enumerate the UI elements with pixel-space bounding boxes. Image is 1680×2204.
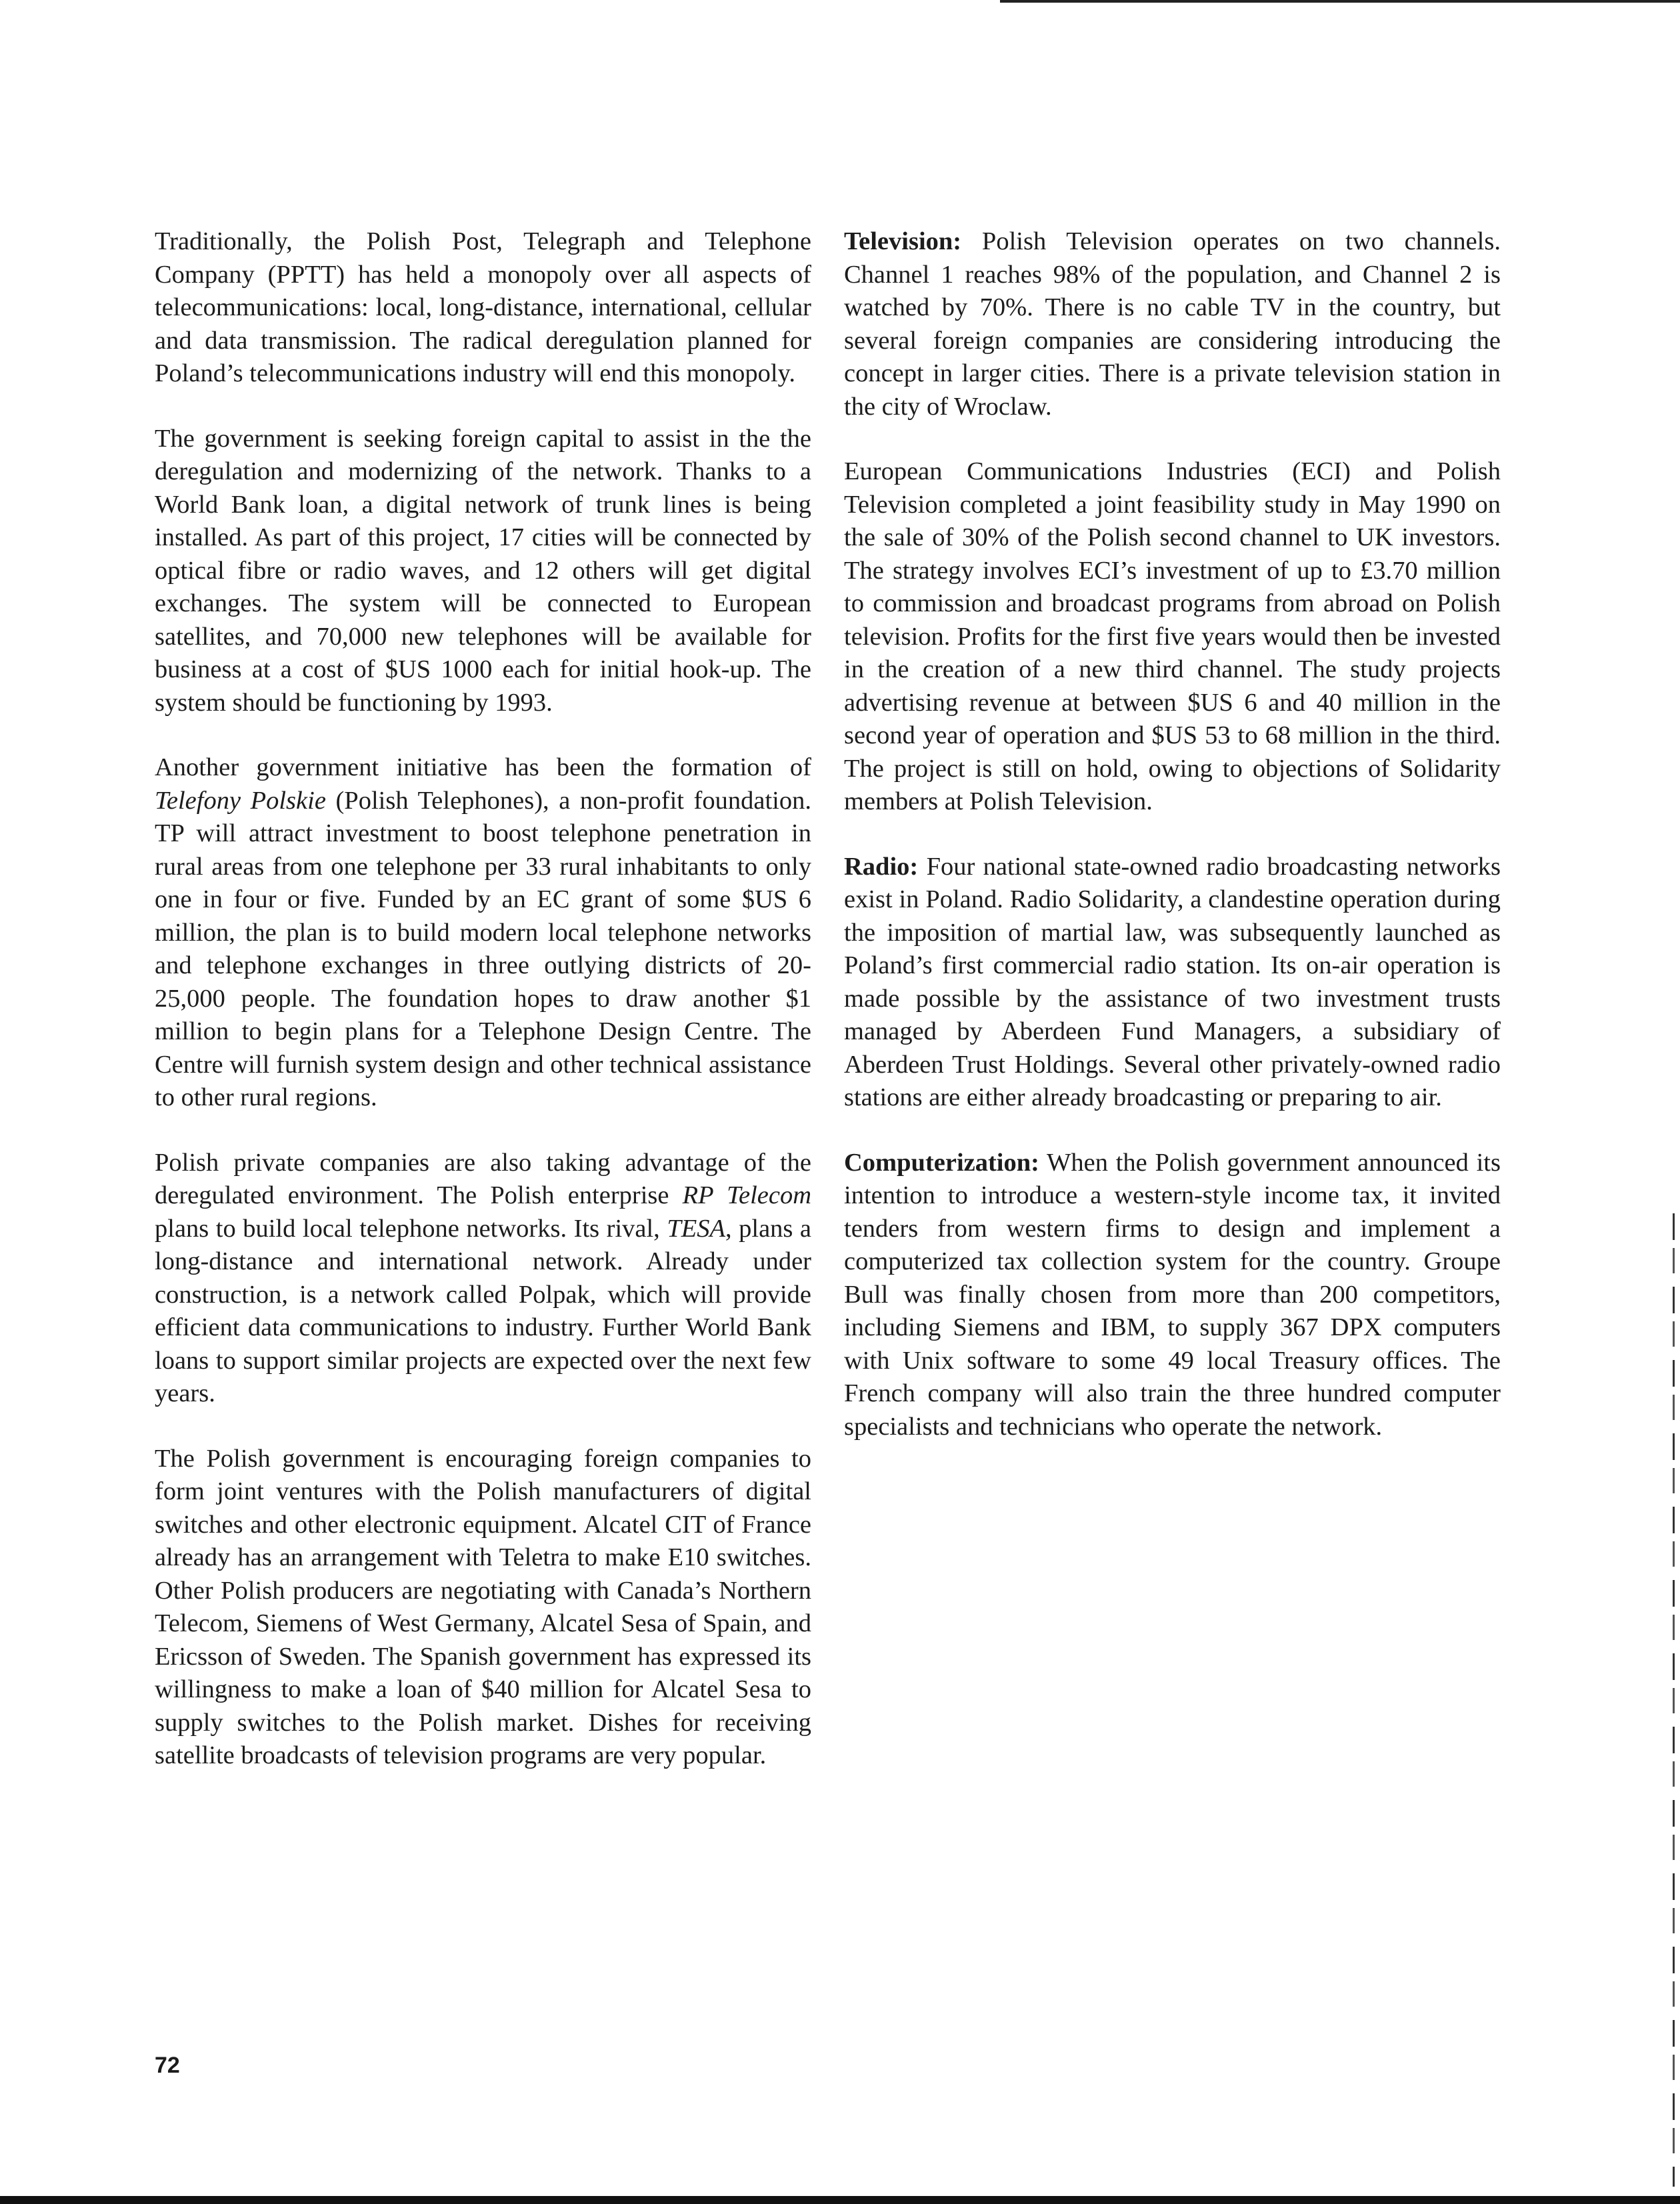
- paragraph-joint-ventures: [155, 1443, 811, 1773]
- text-run: , plans a long-distance and international network. Already under construction, is a network called Polpak, which will provide efficient data communications to industry. Further World Bank loans to support similar projects are expected over the next few years.: [155, 1214, 812, 1407]
- paragraph-government-foreign-capital: [155, 423, 811, 720]
- text-run: (Polish Telephones), a non-profit foundation. TP will attract investment to boost telephone penetration in rural areas from one telephone per 33 rural inhabitants to only one in four or five. Funded by an EC grant of some $US 6 million, the plan is to build modern local telephone networks and telephone exchanges in three outlying districts of 20-25,000 people. The foundation hopes to draw another $1 million to begin plans for a Telephone Design Centre. The Centre will furnish system design and other technical assistance to other rural regions.: [155, 786, 811, 1111]
- paragraph-television: [844, 225, 1501, 423]
- section-heading: Computerization:: [844, 1148, 1039, 1177]
- emphasized-name: TESA: [667, 1214, 726, 1243]
- paragraph-pptt-monopoly: [155, 225, 811, 391]
- left-column: [155, 225, 811, 1805]
- page-number: 72: [155, 2053, 180, 2078]
- text-run: plans to build local telephone networks. Its rival,: [155, 1214, 667, 1243]
- section-heading: Television:: [844, 227, 962, 255]
- paragraph-eci-study: [844, 455, 1501, 819]
- text-run: European Communications Industries (ECI) and Polish Television completed a joint feasibility study in May 1990 on the sale of 30% of the Polish second channel to UK investors. The strategy involves ECI’s investment of up to £3.70 million to commission and broadcast programs from abroad on Polish television. Profits for the first five years would then be invested in the creation of a new third channel. The study projects advertising revenue at between $US 6 and 40 million in the second year of operation and $US 53 to 68 million in the third. The project is still on hold, owing to objections of Solidarity members at Polish Television.: [844, 457, 1501, 815]
- text-run: The government is seeking foreign capital to assist in the the deregulation and modernizing of the network. Thanks to a World Bank loan, a digital network of trunk lines is being installed. As part of this project, 17 cities will be connected by optical fibre or radio waves, and 12 others will get digital exchanges. The system will be connected to European satellites, and 70,000 new telephones will be available for business at a cost of $US 1000 each for initial hook-up. The system should be functioning by 1993.: [155, 424, 811, 717]
- paragraph-radio: [844, 851, 1501, 1115]
- text-run: Traditionally, the Polish Post, Telegraph and Telephone Company (PPTT) has held a monopoly over all aspects of telecommunications: local, long-distance, international, cellular and data transmission. The radical deregulation planned for Poland’s telecommunications industry will end this monopoly.: [155, 227, 811, 387]
- emphasized-name: Telefony Polskie: [155, 786, 326, 815]
- scan-edge-top: [1000, 0, 1680, 3]
- paragraph-computerization: [844, 1147, 1501, 1444]
- text-run: Polish private companies are also taking advantage of the deregulated environment. The Polish enterprise: [155, 1148, 811, 1209]
- text-run: When the Polish government announced its intention to introduce a western-style income tax, it invited tenders from western firms to design and implement a computerized tax collection system for the country. Groupe Bull was finally chosen from more than 200 competitors, including Siemens and IBM, to supply 367 DPX computers with Unix software to some 49 local Treasury offices. The French company will also train the three hundred computer specialists and technicians who operate the network.: [844, 1148, 1501, 1441]
- text-run: Four national state-owned radio broadcasting networks exist in Poland. Radio Solidarity, a clandestine operation during the imposition of martial law, was subsequently launched as Poland’s first commercial radio station. Its on-air operation is made possible by the assistance of two investment trusts managed by Aberdeen Fund Managers, a subsidiary of Aberdeen Trust Holdings. Several other privately-owned radio stations are either already broadcasting or preparing to air.: [844, 852, 1501, 1111]
- emphasized-name: RP Telecom: [682, 1181, 811, 1209]
- text-run: Another government initiative has been the formation of: [155, 753, 811, 781]
- section-heading: Radio:: [844, 852, 919, 881]
- scan-edge-bottom: [0, 2196, 1680, 2204]
- paragraph-private-companies: [155, 1147, 811, 1411]
- right-column: [844, 225, 1501, 1475]
- text-run: The Polish government is encouraging foreign companies to form joint ventures with the Polish manufacturers of digital switches and other electronic equipment. Alcatel CIT of France already has an arrangement with Teletra to make E10 switches. Other Polish producers are negotiating with Canada’s Northern Telecom, Siemens of West Germany, Alcatel Sesa of Spain, and Ericsson of Sweden. The Spanish government has expressed its willingness to make a loan of $40 million for Alcatel Sesa to supply switches to the Polish market. Dishes for receiving satellite broadcasts of television programs are very popular.: [155, 1444, 811, 1769]
- paragraph-telefony-polskie: [155, 751, 811, 1115]
- text-run: Polish Television operates on two channels. Channel 1 reaches 98% of the population, and Channel 2 is watched by 70%. There is no cable TV in the country, but several foreign companies are considering introducing the concept in larger cities. There is a private television station in the city of Wroclaw.: [844, 227, 1501, 421]
- scan-edge-right: [1673, 1213, 1675, 2187]
